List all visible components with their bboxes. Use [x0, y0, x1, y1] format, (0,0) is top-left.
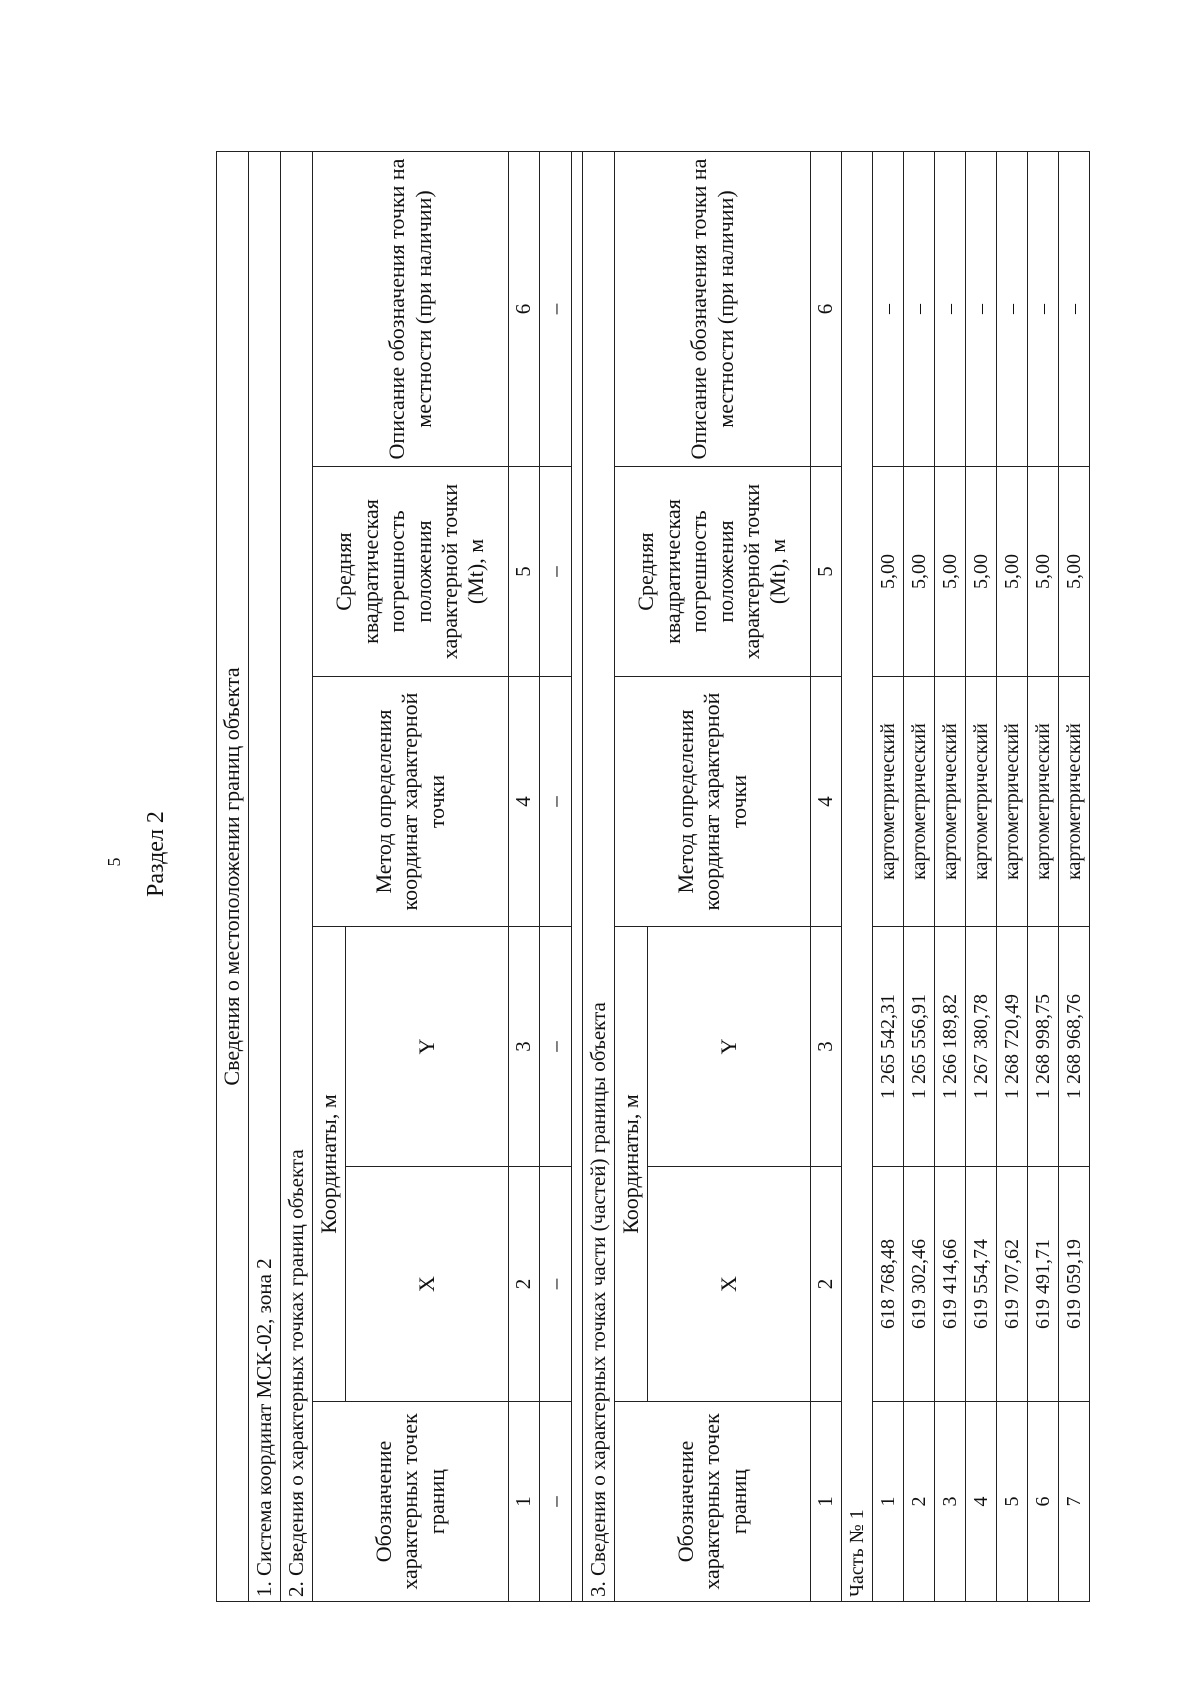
- error: 5,00: [966, 467, 997, 677]
- error: 5,00: [873, 467, 904, 677]
- table-cell: –: [540, 927, 572, 1167]
- coord-x: 619 414,66: [935, 1167, 966, 1402]
- header-designation: Обозначение характерных точек границ: [313, 1402, 509, 1602]
- table-cell: –: [540, 467, 572, 677]
- table-title: Сведения о местоположении границ объекта: [217, 152, 249, 1602]
- table-row: [1059, 152, 1090, 1602]
- table-row: [997, 152, 1028, 1602]
- method: картометрический: [1028, 677, 1059, 927]
- coord-y: 1 268 998,75: [1028, 927, 1059, 1167]
- error: 5,00: [1059, 467, 1090, 677]
- coordinate-system: 1. Система координат МСК-02, зона 2: [249, 152, 281, 1602]
- table-row: [540, 152, 572, 1602]
- header-y: Y: [346, 927, 509, 1167]
- point-number: 1: [873, 1402, 904, 1602]
- coord-x: 619 491,71: [1028, 1167, 1059, 1402]
- description: –: [966, 152, 997, 467]
- section-title: Раздел 2: [143, 811, 169, 897]
- coord-y: 1 266 189,82: [935, 927, 966, 1167]
- point-number: 4: [966, 1402, 997, 1602]
- description: –: [935, 152, 966, 467]
- column-number: 5: [811, 467, 842, 677]
- table-row: [904, 152, 935, 1602]
- header-method: Метод определения координат характерной точки: [313, 677, 509, 927]
- header-description: Описание обозначения точки на местности (при наличии): [313, 152, 509, 467]
- header-error: Средняя квадратическая погрешность положения характерной точки (Mt), м: [615, 467, 811, 677]
- page-number: 5: [104, 857, 124, 867]
- column-numbers-row: [811, 152, 842, 1602]
- column-number: 6: [811, 152, 842, 467]
- error: 5,00: [935, 467, 966, 677]
- rotated-table-container: [216, 152, 1116, 1602]
- column-number: 3: [811, 927, 842, 1167]
- coord-x: 619 554,74: [966, 1167, 997, 1402]
- part-label: Часть № 1: [842, 152, 873, 1602]
- column-number: 1: [509, 1402, 540, 1602]
- point-number: 2: [904, 1402, 935, 1602]
- table-row: [935, 152, 966, 1602]
- section-gap: [572, 152, 583, 1602]
- boundaries-table: [216, 151, 1090, 1602]
- coord-x: 619 707,62: [997, 1167, 1028, 1402]
- method: картометрический: [904, 677, 935, 927]
- column-number: 4: [509, 677, 540, 927]
- description: –: [904, 152, 935, 467]
- column-number: 6: [509, 152, 540, 467]
- point-number: 3: [935, 1402, 966, 1602]
- coord-y: 1 265 556,91: [904, 927, 935, 1167]
- header-designation: Обозначение характерных точек границ: [615, 1402, 811, 1602]
- header-method: Метод определения координат характерной точки: [615, 677, 811, 927]
- coord-y: 1 268 968,76: [1059, 927, 1090, 1167]
- coord-y: 1 267 380,78: [966, 927, 997, 1167]
- coord-x: 618 768,48: [873, 1167, 904, 1402]
- table-cell: –: [540, 1167, 572, 1402]
- header-x: X: [648, 1167, 811, 1402]
- error: 5,00: [997, 467, 1028, 677]
- boundaries-caption: 2. Сведения о характерных точках границ объекта: [281, 152, 313, 1602]
- point-number: 5: [997, 1402, 1028, 1602]
- error: 5,00: [904, 467, 935, 677]
- column-number: 2: [509, 1167, 540, 1402]
- column-number: 5: [509, 467, 540, 677]
- column-number: 3: [509, 927, 540, 1167]
- column-number: 4: [811, 677, 842, 927]
- description: –: [997, 152, 1028, 467]
- table-cell: –: [540, 677, 572, 927]
- error: 5,00: [1028, 467, 1059, 677]
- method: картометрический: [873, 677, 904, 927]
- table-cell: –: [540, 1402, 572, 1602]
- header-coordinates: Координаты, м: [313, 927, 346, 1402]
- point-number: 7: [1059, 1402, 1090, 1602]
- coord-y: 1 265 542,31: [873, 927, 904, 1167]
- method: картометрический: [997, 677, 1028, 927]
- description: –: [1028, 152, 1059, 467]
- coord-y: 1 268 720,49: [997, 927, 1028, 1167]
- parts-caption: 3. Сведения о характерных точках части (частей) границы объекта: [583, 152, 615, 1602]
- header-error: Средняя квадратическая погрешность положения характерной точки (Mt), м: [313, 467, 509, 677]
- table-row: [873, 152, 904, 1602]
- method: картометрический: [966, 677, 997, 927]
- table-row: [966, 152, 997, 1602]
- description: –: [1059, 152, 1090, 467]
- point-number: 6: [1028, 1402, 1059, 1602]
- table-row: [1028, 152, 1059, 1602]
- header-description: Описание обозначения точки на местности (при наличии): [615, 152, 811, 467]
- coord-x: 619 059,19: [1059, 1167, 1090, 1402]
- header-y: Y: [648, 927, 811, 1167]
- header-x: X: [346, 1167, 509, 1402]
- description: –: [873, 152, 904, 467]
- column-number: 1: [811, 1402, 842, 1602]
- column-numbers-row: [509, 152, 540, 1602]
- method: картометрический: [1059, 677, 1090, 927]
- method: картометрический: [935, 677, 966, 927]
- header-coordinates: Координаты, м: [615, 927, 648, 1402]
- coord-x: 619 302,46: [904, 1167, 935, 1402]
- column-number: 2: [811, 1167, 842, 1402]
- table-cell: –: [540, 152, 572, 467]
